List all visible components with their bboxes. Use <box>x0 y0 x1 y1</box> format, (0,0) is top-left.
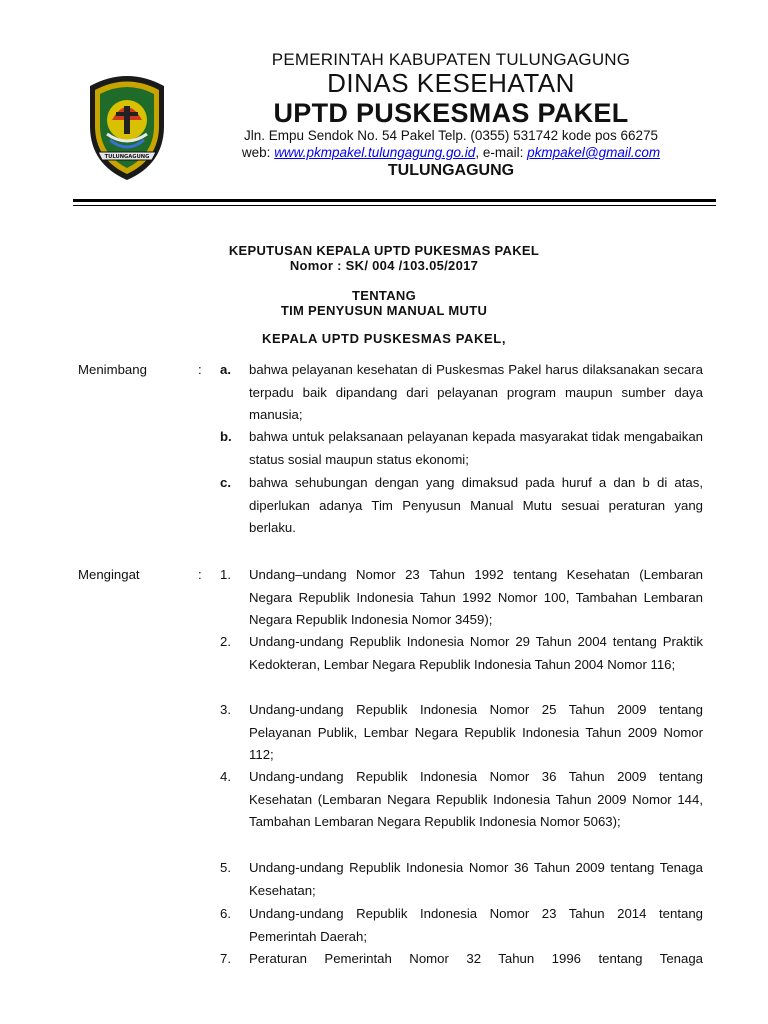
mengingat-marker: 1. <box>220 567 231 582</box>
menimbang-marker: c. <box>220 475 231 490</box>
letterhead-address: Jln. Empu Sendok No. 54 Pakel Telp. (0355) 531742 kode pos 66275 <box>243 128 659 143</box>
decree-issuer: KEPALA UPTD PUSKESMAS PAKEL, <box>261 331 507 346</box>
letterhead-department: DINAS KESEHATAN <box>327 68 575 98</box>
mengingat-marker: 4. <box>220 769 231 784</box>
decree-number: Nomor : SK/ 004 /103.05/2017 <box>289 258 479 273</box>
decree-title: KEPUTUSAN KEPALA UPTD PUKESMAS PAKEL <box>228 243 540 258</box>
mengingat-item: Undang-undang Republik Indonesia Nomor 25 Tahun 2009 tentang Pelayanan Publik, Lembar Negara Republik Indonesia Tahun 2009 Nomor 112; <box>249 702 703 762</box>
mengingat-item: Undang–undang Nomor 23 Tahun 1992 tentang Kesehatan (Lembaran Negara Republik Indonesia Tahun 1992 Nomor 100, Tambahan Lembaran Negara Republik Indonesia Nomor 3459); <box>249 567 703 627</box>
web-label: web: <box>241 145 275 160</box>
menimbang-label: Menimbang <box>78 362 147 377</box>
menimbang-item: bahwa untuk pelaksanaan pelayanan kepada masyarakat tidak mengabaikan status sosial maupun status ekonomi; <box>249 429 703 467</box>
menimbang-marker: a. <box>220 362 231 377</box>
mengingat-marker: 2. <box>220 634 231 649</box>
letterhead-contact <box>186 145 716 160</box>
website-link[interactable]: www.pkmpakel.tulungagung.go.id <box>274 145 476 160</box>
letterhead-city: TULUNGAGUNG <box>387 162 515 179</box>
regency-emblem-logo <box>82 64 172 184</box>
decree-subject: TIM PENYUSUN MANUAL MUTU <box>280 303 488 318</box>
mengingat-marker: 6. <box>220 906 231 921</box>
menimbang-marker: b. <box>220 429 232 444</box>
email-link[interactable]: pkmpakel@gmail.com <box>527 145 661 160</box>
mengingat-colon: : <box>198 567 202 582</box>
mengingat-item: Peraturan Pemerintah Nomor 32 Tahun 1996 tentang Tenaga <box>249 951 703 966</box>
letterhead-government: PEMERINTAH KABUPATEN TULUNGAGUNG <box>271 50 631 69</box>
menimbang-item: bahwa sehubungan dengan yang dimaksud pada huruf a dan b di atas, diperlukan adanya Tim Penyusun Manual Mutu sesuai peraturan yang berlaku. <box>249 475 703 535</box>
letterhead-divider-thick <box>73 199 716 202</box>
menimbang-colon: : <box>198 362 202 377</box>
mengingat-marker: 3. <box>220 702 231 717</box>
email-label: , e-mail: <box>475 145 528 160</box>
mengingat-item: Undang-undang Republik Indonesia Nomor 36 Tahun 2009 tentang Tenaga Kesehatan; <box>249 860 703 898</box>
svg-text:TULUNGAGUNG: TULUNGAGUNG <box>104 154 150 160</box>
mengingat-item: Undang-undang Republik Indonesia Nomor 23 Tahun 2014 tentang Pemerintah Daerah; <box>249 906 703 944</box>
mengingat-marker: 5. <box>220 860 231 875</box>
mengingat-label: Mengingat <box>78 567 140 582</box>
letterhead-divider-thin <box>73 205 716 206</box>
mengingat-item: Undang-undang Republik Indonesia Nomor 36 Tahun 2009 tentang Kesehatan (Lembaran Negara Republik Indonesia Tahun 2009 Nomor 144, Tambahan Lembaran Negara Republik Indonesia Nomor 5063); <box>249 769 703 829</box>
mengingat-marker: 7. <box>220 951 231 966</box>
menimbang-item: bahwa pelayanan kesehatan di Puskesmas Pakel harus dilaksanakan secara terpadu baik dipandang dari pelayanan program maupun sumber daya manusia; <box>249 362 703 422</box>
decree-tentang: TENTANG <box>352 288 416 303</box>
mengingat-item: Undang-undang Republik Indonesia Nomor 29 Tahun 2004 tentang Praktik Kedokteran, Lembar Negara Republik Indonesia Tahun 2004 Nomor 116; <box>249 634 703 672</box>
letterhead-institution: UPTD PUSKESMAS PAKEL <box>273 98 629 128</box>
